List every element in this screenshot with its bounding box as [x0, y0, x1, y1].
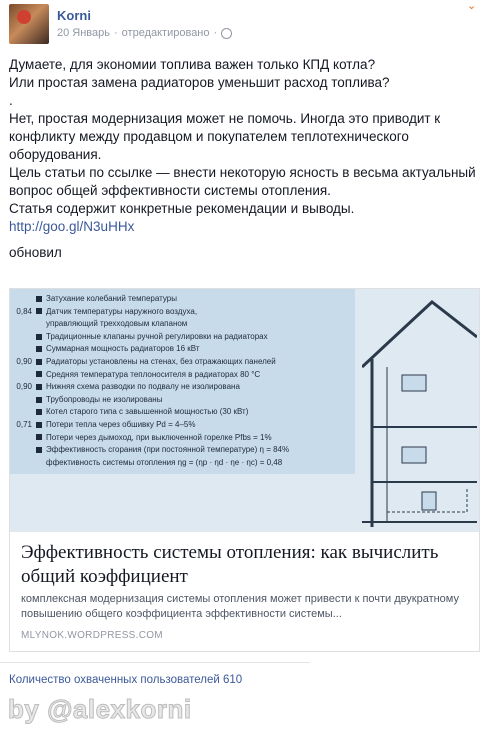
watermark-text: by @alexkorni: [8, 694, 192, 724]
body-paragraph: Цель статьи по ссылке — внести некоторую ясность в весьма актуальный вопрос общей эффективности системы отопления.: [9, 165, 476, 198]
legend-row: [10, 444, 289, 456]
legend-row: [10, 432, 272, 444]
legend-row: [10, 369, 260, 381]
legend-text: Затухание колебаний температуры: [46, 294, 177, 303]
legend-square-icon: [36, 409, 42, 415]
meta-separator: ·: [114, 27, 118, 39]
meta-separator: ·: [213, 27, 218, 39]
legend-text: Эффективность сгорания (при постоянной температуре) η = 84%: [46, 445, 290, 455]
legend-number: 0,90: [16, 357, 32, 366]
legend-number: 0,90: [16, 382, 32, 392]
divider: [0, 662, 310, 663]
legend-row: [10, 356, 276, 368]
post-meta: [57, 27, 232, 39]
legend-row: [10, 419, 195, 431]
legend-text: Традиционные клапаны ручной регулировки на радиаторах: [46, 331, 268, 341]
legend-square-icon: [36, 359, 42, 365]
post-body: [9, 56, 479, 262]
legend-row: [10, 343, 200, 355]
legend-text: Потери тепла через обшивку Pd = 4–5%: [46, 420, 196, 429]
author-name[interactable]: Korni: [57, 8, 91, 23]
legend-square-icon: [36, 434, 42, 440]
card-domain[interactable]: MLYNOK.WORDPRESS.COM: [21, 630, 163, 641]
body-line: Или простая замена радиаторов уменьшит расход топлива?: [9, 75, 390, 90]
legend-row: [10, 331, 268, 343]
body-dot: .: [9, 93, 13, 108]
body-line: Думаете, для экономии топлива важен только КПД котла?: [9, 57, 376, 72]
post-date[interactable]: 20 Январь: [57, 27, 110, 39]
legend-square-icon: [36, 397, 42, 403]
legend-row: [10, 394, 162, 406]
legend-text: ффективность системы отопления ηg = (ηp · ηd · ηe · ηc) = 0,48: [46, 457, 283, 467]
legend-panel: [10, 289, 355, 474]
legend-row: [10, 306, 197, 318]
preview-image[interactable]: [10, 289, 479, 532]
body-paragraph: Статья содержит конкретные рекомендации и выводы.: [9, 201, 355, 216]
reach-count[interactable]: Количество охваченных пользователей 610: [9, 674, 243, 686]
legend-row: [10, 406, 248, 418]
updated-note: обновил: [9, 245, 62, 260]
link-preview-card[interactable]: [9, 288, 480, 652]
legend-square-icon: [36, 447, 42, 453]
legend-row: [10, 293, 177, 305]
legend-square-icon: [36, 334, 42, 340]
chevron-down-icon[interactable]: ⌄: [467, 0, 477, 12]
legend-text: Датчик температуры наружного воздуха,: [46, 306, 198, 316]
edited-label[interactable]: отредактировано: [121, 27, 210, 39]
legend-text: Трубопроводы не изолированы: [46, 394, 163, 404]
legend-text: Нижняя схема разводки по подвалу не изолирована: [46, 382, 240, 392]
card-title[interactable]: Эффективность системы отопления: как вычислить общий коэффициент: [21, 542, 439, 587]
globe-icon[interactable]: [221, 28, 232, 39]
legend-square-icon: [36, 384, 42, 390]
legend-square-icon: [36, 371, 42, 377]
legend-row: [10, 457, 282, 469]
legend-number: 0,71: [16, 420, 32, 429]
legend-text: Потери через дымоход, при выключенной горелке Pfbs = 1%: [46, 432, 272, 442]
legend-text: управляющий трехходовым клапаном: [46, 319, 188, 329]
card-description[interactable]: комплексная модернизация системы отопления может привести к почти двукратному повышению общего коэффициента эффективности системы...: [21, 593, 459, 620]
legend-text: Радиаторы установлены на стенах, без отражающих панелей: [46, 357, 276, 366]
avatar-detail: [17, 10, 31, 24]
legend-number: 0,84: [16, 306, 32, 316]
body-paragraph: Нет, простая модернизация может не помочь. Иногда это приводит к конфликту между продавцом и покупателем теплотехнического оборудования.: [9, 111, 441, 162]
legend-row: [10, 318, 187, 330]
legend-square-icon: [36, 296, 42, 302]
legend-text: Котел старого типа с завышенной мощностью (30 кВт): [46, 407, 249, 417]
legend-square-icon: [36, 346, 42, 352]
legend-square-icon: [36, 422, 42, 428]
legend-text: Средняя температура теплоносителя в радиаторах 80 °С: [46, 369, 261, 379]
author-avatar[interactable]: [9, 4, 49, 44]
legend-square-icon: [36, 308, 42, 314]
legend-text: Суммарная мощность радиаторов 16 кВт: [46, 344, 200, 354]
post-link[interactable]: http://goo.gl/N3uHHx: [9, 219, 135, 234]
house-diagram: [362, 297, 477, 527]
legend-row: [10, 381, 240, 393]
